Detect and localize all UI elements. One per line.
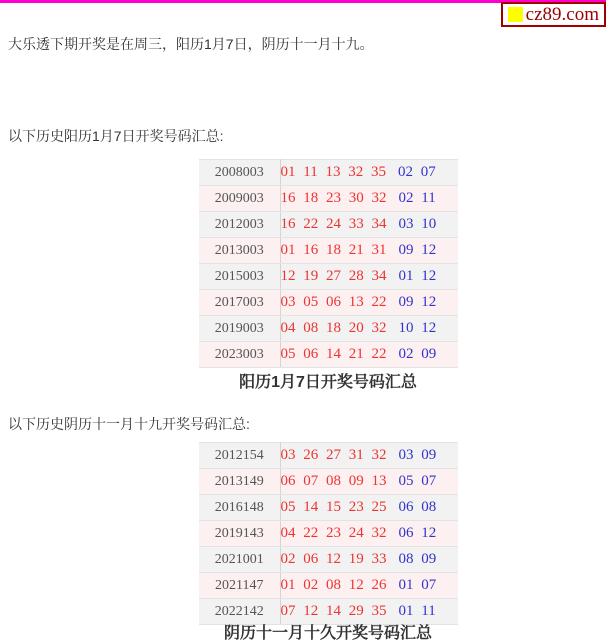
draw-numbers-cell (280, 573, 458, 599)
front-zone-numbers: 06 07 08 09 13 (280, 473, 387, 489)
draw-numbers-cell (280, 469, 458, 495)
front-zone-numbers: 03 05 06 13 22 (280, 294, 387, 310)
back-zone-numbers: 02 09 (398, 346, 437, 362)
table-row (199, 264, 458, 290)
draw-numbers-cell (280, 495, 458, 521)
back-zone-numbers: 01 12 (398, 268, 437, 284)
back-zone-numbers: 01 07 (398, 577, 437, 593)
table-row (199, 238, 458, 264)
table-row (199, 290, 458, 316)
back-zone-numbers: 01 11 (398, 603, 436, 619)
front-zone-numbers: 02 06 12 19 33 (280, 551, 387, 567)
draw-numbers-cell (280, 290, 458, 316)
back-zone-numbers: 03 09 (398, 447, 437, 463)
back-zone-numbers: 05 07 (398, 473, 437, 489)
front-zone-numbers: 07 12 14 29 35 (280, 603, 387, 619)
next-draw-intro-text: 大乐透下期开奖是在周三，阳历1月7日，阴历十一月十九。 (8, 36, 374, 52)
back-zone-numbers: 02 07 (397, 164, 436, 180)
draw-period: 2019143 (199, 521, 280, 547)
draw-numbers-cell (280, 443, 458, 469)
draw-numbers-cell (280, 186, 458, 212)
solar-history-table-body (199, 160, 458, 368)
draw-period: 2016148 (199, 495, 280, 521)
table-row (199, 212, 458, 238)
lunar-history-table-body (199, 443, 458, 625)
draw-period: 2022142 (199, 599, 280, 625)
lunar-section-heading: 以下历史阴历十一月十九开奖号码汇总: (8, 416, 250, 432)
draw-period: 2019003 (199, 316, 280, 342)
table-row (199, 573, 458, 599)
solar-table-caption: 阳历1月7日开奖号码汇总 (239, 374, 417, 391)
draw-period: 2015003 (199, 264, 280, 290)
front-zone-numbers: 01 02 08 12 26 (280, 577, 387, 593)
table-row (199, 342, 458, 368)
table-row (199, 495, 458, 521)
back-zone-numbers: 09 12 (398, 294, 437, 310)
table-row (199, 443, 458, 469)
draw-period: 2023003 (199, 342, 280, 368)
draw-numbers-cell (280, 342, 458, 368)
front-zone-numbers: 03 26 27 31 32 (280, 447, 387, 463)
logo-square-icon (508, 7, 523, 22)
back-zone-numbers: 10 12 (398, 320, 437, 336)
draw-period: 2021147 (199, 573, 280, 599)
table-row (199, 186, 458, 212)
draw-numbers-cell (280, 160, 458, 186)
solar-section-heading: 以下历史阳历1月7日开奖号码汇总: (8, 128, 224, 144)
draw-period: 2013003 (199, 238, 280, 264)
front-zone-numbers: 01 11 13 32 35 (280, 164, 386, 180)
front-zone-numbers: 12 19 27 28 34 (280, 268, 387, 284)
table-row (199, 547, 458, 573)
back-zone-numbers: 06 08 (398, 499, 437, 515)
draw-period: 2013149 (199, 469, 280, 495)
table-row (199, 469, 458, 495)
draw-period: 2012003 (199, 212, 280, 238)
front-zone-numbers: 16 22 24 33 34 (280, 216, 387, 232)
draw-numbers-cell (280, 521, 458, 547)
site-logo[interactable] (501, 2, 606, 27)
back-zone-numbers: 06 12 (398, 525, 437, 541)
front-zone-numbers: 05 14 15 23 25 (280, 499, 387, 515)
draw-numbers-cell (280, 547, 458, 573)
lunar-history-table (199, 442, 458, 625)
draw-period: 2021001 (199, 547, 280, 573)
draw-numbers-cell (280, 316, 458, 342)
front-zone-numbers: 01 16 18 21 31 (280, 242, 387, 258)
back-zone-numbers: 09 12 (398, 242, 437, 258)
table-row (199, 160, 458, 186)
draw-period: 2012154 (199, 443, 280, 469)
lunar-table-caption: 阴历十一月十久开奖号码汇总 (223, 625, 432, 642)
back-zone-numbers: 08 09 (398, 551, 437, 567)
table-row (199, 521, 458, 547)
solar-history-table (199, 159, 458, 368)
front-zone-numbers: 04 22 23 24 32 (280, 525, 387, 541)
draw-numbers-cell (280, 264, 458, 290)
back-zone-numbers: 03 10 (398, 216, 437, 232)
draw-numbers-cell (280, 238, 458, 264)
draw-numbers-cell (280, 212, 458, 238)
back-zone-numbers: 02 11 (398, 190, 436, 206)
front-zone-numbers: 05 06 14 21 22 (280, 346, 387, 362)
front-zone-numbers: 16 18 23 30 32 (280, 190, 387, 206)
table-row (199, 316, 458, 342)
draw-period: 2017003 (199, 290, 280, 316)
draw-period: 2009003 (199, 186, 280, 212)
logo-text: cz89.com (525, 4, 599, 25)
draw-period: 2008003 (199, 160, 280, 186)
front-zone-numbers: 04 08 18 20 32 (280, 320, 387, 336)
